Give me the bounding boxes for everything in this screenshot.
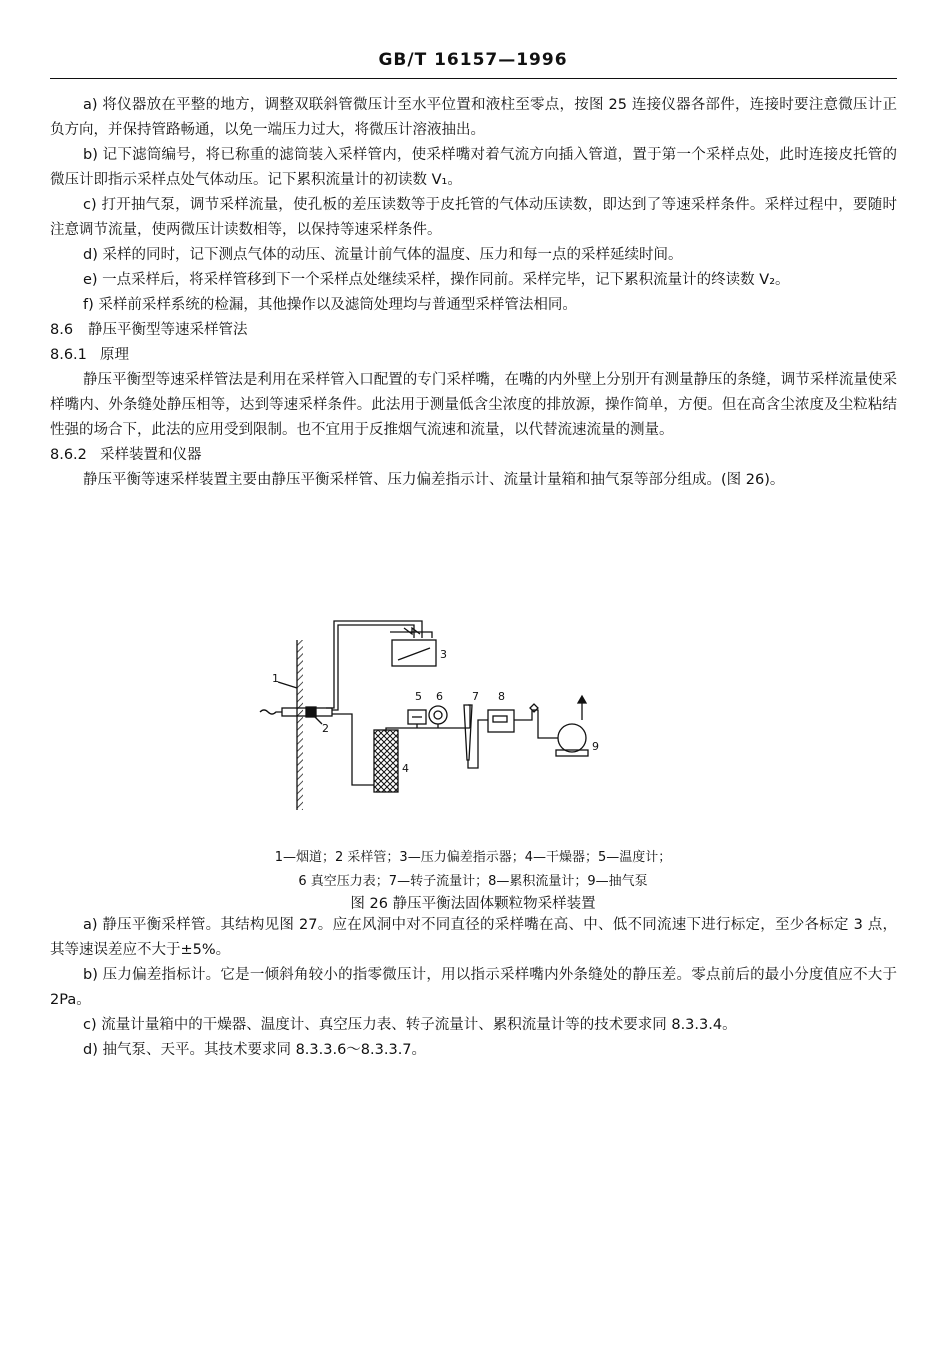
label-8: 8 <box>498 690 505 703</box>
paragraph-a: a) 将仪器放在平整的地方，调整双联斜管微压计至水平位置和液柱至零点，按图 25 连接仪器各部件，连接时要注意微压计正负方向，并保持管路畅通，以免一端压力过大，将微压计溶液抽出。 <box>50 97 897 138</box>
heading-title: 原理 <box>100 347 129 363</box>
label-3: 3 <box>440 648 447 661</box>
label-2: 2 <box>322 722 329 735</box>
heading-title: 静压平衡型等速采样管法 <box>88 322 248 338</box>
dryer <box>374 730 398 792</box>
figure-legend-line-2: 6 真空压力表；7—转子流量计；8—累积流量计；9—抽气泵 <box>298 874 648 889</box>
label-5: 5 <box>415 690 422 703</box>
document-header: GB/T 16157—1996 <box>378 50 568 70</box>
paragraph-c: c) 打开抽气泵，调节采样流量，使孔板的差压读数等于皮托管的气体动压读数，即达到了等速采样条件。采样过程中，要随时注意调节流量，使两微压计读数相等，以保持等速采样条件。 <box>50 197 897 238</box>
paragraph-b: b) 记下滤筒编号，将已称重的滤筒装入采样管内，使采样嘴对着气流方向插入管道，置于第一个采样点处，此时连接皮托管的微压计即指示采样点处气体动压。记下累积流量计的初读数 V₁。 <box>50 147 897 188</box>
item-b: b) 压力偏差指标计。它是一倾斜角较小的指零微压计，用以指示采样嘴内外条缝处的静压差。零点前后的最小分度值应不大于 2Pa。 <box>50 967 897 1008</box>
cumulative-flowmeter <box>488 710 514 732</box>
label-9: 9 <box>592 740 599 753</box>
paragraph-f: f) 采样前采样系统的检漏，其他操作以及滤筒处理均与普通型采样管法相同。 <box>83 297 577 313</box>
label-6: 6 <box>436 690 443 703</box>
pressure-tube-a <box>332 625 414 710</box>
vacuum-gauge <box>429 706 447 724</box>
heading-8-6-2 <box>50 443 897 468</box>
heading-8-6-1 <box>50 343 897 368</box>
pressure-indicator-box <box>392 640 436 666</box>
apparatus-list <box>50 913 897 1063</box>
header-rule <box>50 78 897 79</box>
item-c: c) 流量计量箱中的干燥器、温度计、真空压力表、转子流量计、累积流量计等的技术要求同 8.3.3.4。 <box>83 1017 737 1033</box>
label-7: 7 <box>472 690 479 703</box>
probe-leader <box>314 716 322 724</box>
heading-number: 8.6.2 <box>50 447 87 463</box>
sampling-nozzle <box>260 710 282 714</box>
indicator-valve <box>404 628 420 634</box>
heading-number: 8.6 <box>50 322 74 338</box>
paragraph-e: e) 一点采样后，将采样管移到下一个采样点处继续采样，操作同前。采样完毕，记下累积流量计的终读数 V₂。 <box>83 272 790 288</box>
heading-title: 采样装置和仪器 <box>100 447 202 463</box>
item-d: d) 抽气泵、天平。其技术要求同 8.3.3.6～8.3.3.7。 <box>83 1042 427 1058</box>
rotameter-line <box>468 705 470 728</box>
heading-number: 8.6.1 <box>50 347 87 363</box>
item-a: a) 静压平衡采样管。其结构见图 27。应在风洞中对不同直径的采样嘴在高、中、低不同流速下进行标定，至少各标定 3 点，其等速误差应不大于±5%。 <box>50 917 897 958</box>
indicator-tube <box>398 648 430 660</box>
label-1: 1 <box>272 672 279 685</box>
pump-valve <box>530 704 538 712</box>
gas-line-to-dryer <box>332 714 374 785</box>
main-text <box>50 93 897 493</box>
suction-pump <box>558 724 586 752</box>
figure-legend-line-1: 1—烟道；2 采样管；3—压力偏差指示器；4—干燥器；5—温度计； <box>274 850 672 865</box>
pressure-tube-b <box>326 621 422 708</box>
probe-fitting <box>306 707 316 717</box>
label-4: 4 <box>402 762 409 775</box>
gas-line-to-pump <box>514 710 558 738</box>
rotameter <box>464 705 472 760</box>
flue-leader <box>278 682 297 688</box>
paragraph-d: d) 采样的同时，记下测点气体的动压、流量计前气体的温度、压力和每一点的采样延续时间。 <box>83 247 683 263</box>
flue-wall-hatch <box>297 640 303 810</box>
apparatus-paragraph: 静压平衡等速采样装置主要由静压平衡采样管、压力偏差指示计、流量计量箱和抽气泵等部分组成。(图 26)。 <box>83 472 785 488</box>
heading-8-6 <box>50 318 897 343</box>
principle-paragraph: 静压平衡型等速采样管法是利用在采样管入口配置的专门采样嘴，在嘴的内外壁上分别开有测量静压的条缝，调节采样流量使采样嘴内、外条缝处静压相等，达到等速采样条件。此法用于测量低含尘浓度的排放源，操作简单，方便。但在高含尘浓度及尘粒粘结性强的场合下，此法的应用受到限制。也不宜用于反推烟气流速和流量，以代替流速流量的测量。 <box>50 372 897 438</box>
figure-26-diagram <box>240 610 660 840</box>
figure-title: 图 26 静压平衡法固体颗粒物采样装置 <box>350 896 596 912</box>
